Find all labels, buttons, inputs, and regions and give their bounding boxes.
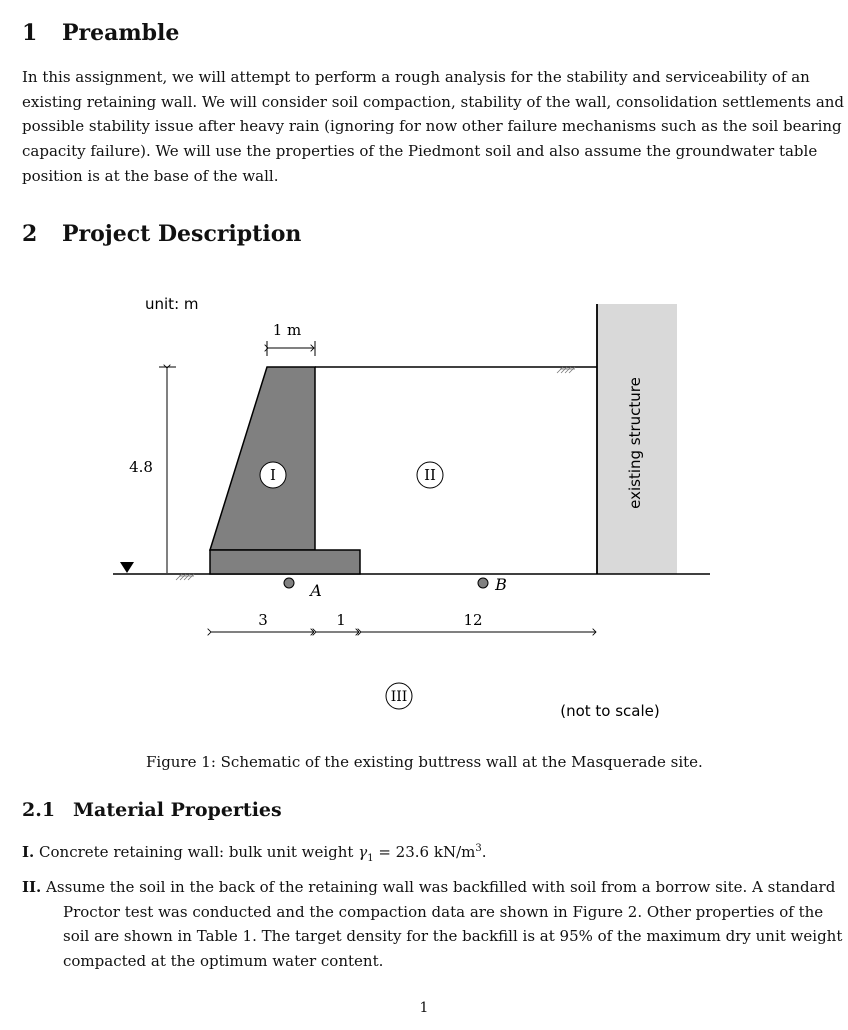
section-number: 1 bbox=[22, 20, 38, 46]
paragraph-line: existing retaining wall. We will consider soil compaction, stability of the wall, consolidation settlements and bbox=[22, 92, 845, 111]
subsection-number: 2.1 bbox=[22, 799, 56, 821]
structure-label: existing structure bbox=[626, 377, 644, 509]
item-line: compacted at the optimum water content. bbox=[63, 952, 384, 971]
hatch-mark bbox=[557, 367, 575, 373]
unit-label: unit: m bbox=[145, 295, 199, 313]
material-item-1 bbox=[22, 837, 798, 872]
dim-label-height: 4.8 bbox=[129, 458, 153, 476]
region-II-label: II bbox=[424, 466, 436, 484]
scale-note: (not to scale) bbox=[560, 702, 660, 720]
point-A-label: A bbox=[310, 581, 322, 600]
item-text-end: . bbox=[481, 843, 487, 861]
region-I-label: I bbox=[270, 466, 276, 484]
region-III-label: III bbox=[390, 689, 408, 705]
material-item-2 bbox=[22, 875, 843, 974]
section-title: Project Description bbox=[62, 221, 302, 247]
hatch-mark bbox=[176, 574, 194, 580]
item-text: Assume the soil in the back of the retaining wall was backfilled with soil from a borrow site. A standard bbox=[46, 878, 836, 896]
point-B-label: B bbox=[495, 575, 507, 594]
section-number: 2 bbox=[22, 221, 38, 247]
dim-label-top: 1 m bbox=[272, 321, 302, 339]
item-text: Concrete retaining wall: bulk unit weight bbox=[39, 843, 359, 861]
item-text-eq: = 23.6 kN/m bbox=[373, 843, 476, 861]
figure-caption: Figure 1: Schematic of the existing buttress wall at the Masquerade site. bbox=[146, 753, 703, 771]
item-line: Proctor test was conducted and the compaction data are shown in Figure 2. Other properties of the bbox=[63, 902, 824, 921]
gamma-subscript: 1 bbox=[367, 853, 374, 864]
paragraph-line: possible stability issue after heavy rain (ignoring for now other failure mechanisms such as the soil bearing bbox=[22, 117, 842, 136]
water-table-icon bbox=[120, 562, 134, 573]
unit-superscript: 3 bbox=[475, 843, 482, 854]
subsection-title: Material Properties bbox=[73, 799, 282, 821]
paragraph-line: capacity failure). We will use the properties of the Piedmont soil and also assume the groundwater table bbox=[22, 142, 818, 161]
paragraph-line: In this assignment, we will attempt to perform a rough analysis for the stability and serviceability of an bbox=[22, 68, 810, 86]
dim-label-mid: 1 bbox=[336, 611, 346, 629]
point-B-marker bbox=[478, 578, 488, 588]
section-title: Preamble bbox=[62, 20, 180, 46]
point-A-marker bbox=[284, 578, 294, 588]
dim-label-right: 12 bbox=[463, 611, 483, 629]
subsection-heading bbox=[22, 799, 282, 821]
gamma-symbol: γ bbox=[358, 843, 368, 861]
wall-footing bbox=[210, 550, 360, 574]
item-line: soil are shown in Table 1. The target density for the backfill is at 95% of the maximum dry unit weight bbox=[63, 927, 843, 946]
page-number: 1 bbox=[419, 1000, 429, 1016]
paragraph-line: position is at the base of the wall. bbox=[22, 166, 279, 185]
wall-stem bbox=[210, 367, 315, 550]
item-label: I. bbox=[22, 843, 35, 861]
item-label: II. bbox=[22, 878, 42, 896]
dim-label-left: 3 bbox=[258, 611, 268, 629]
